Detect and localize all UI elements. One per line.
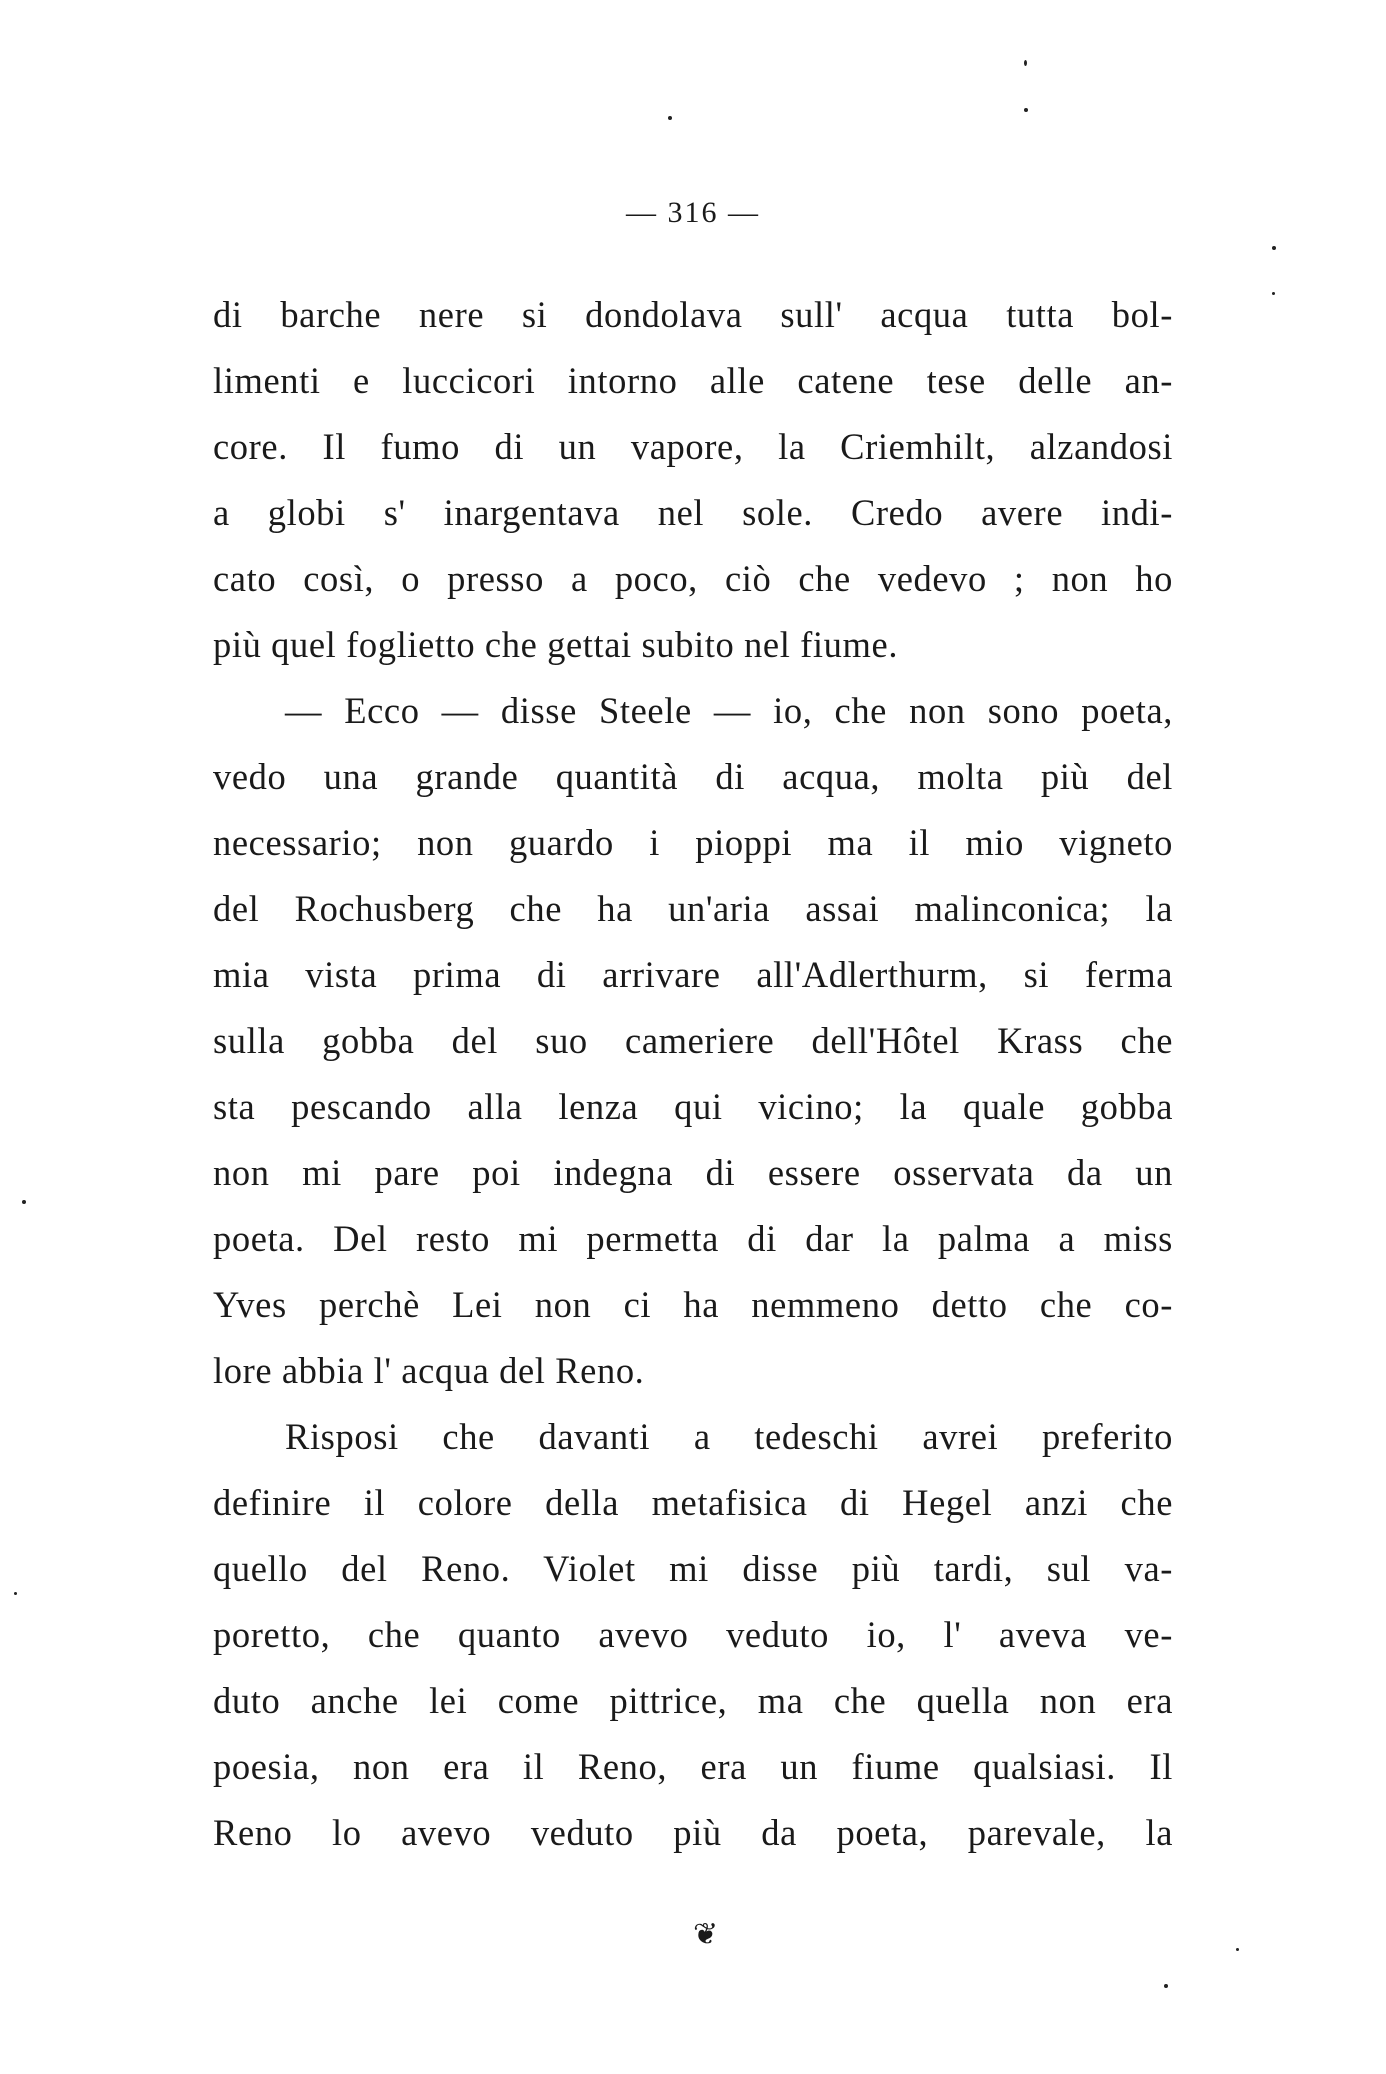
text-line: lore abbia l' acqua del Reno. — [213, 1350, 645, 1391]
scan-speck — [1164, 1984, 1168, 1988]
text-line: necessario; non guardo i pioppi ma il mio vigneto — [213, 822, 1173, 863]
scan-speck — [14, 1592, 17, 1595]
text-line: sta pescando alla lenza qui vicino; la quale gobba — [213, 1086, 1173, 1127]
text-line: mia vista prima di arrivare all'Adlerthurm, si ferma — [213, 954, 1173, 995]
text-line: definire il colore della metafisica di Hegel anzi che — [213, 1482, 1173, 1523]
text-line: poeta. Del resto mi permetta di dar la palma a miss — [213, 1218, 1173, 1259]
page-number: — 316 — — [626, 196, 760, 229]
scan-speck — [668, 116, 672, 120]
scan-speck — [1024, 108, 1028, 112]
text-line: di barche nere si dondolava sull' acqua tutta bol- — [213, 294, 1173, 335]
scan-speck — [1272, 292, 1275, 295]
text-line: duto anche lei come pittrice, ma che quella non era — [213, 1680, 1173, 1721]
text-line: quello del Reno. Violet mi disse più tardi, sul va- — [213, 1548, 1173, 1589]
text-line: poretto, che quanto avevo veduto io, l' aveva ve- — [213, 1614, 1173, 1655]
text-line: non mi pare poi indegna di essere osservata da un — [213, 1152, 1173, 1193]
text-line: vedo una grande quantità di acqua, molta più del — [213, 756, 1173, 797]
text-line: cato così, o presso a poco, ciò che vedevo ; non ho — [213, 558, 1173, 599]
text-line: sulla gobba del suo cameriere dell'Hôtel Krass che — [213, 1020, 1173, 1061]
text-line: Reno lo avevo veduto più da poeta, parevale, la — [213, 1812, 1173, 1853]
text-line: più quel foglietto che gettai subito nel fiume. — [213, 624, 899, 665]
printer-mark: ❦ — [693, 1918, 719, 1951]
body-text — [213, 282, 1173, 1866]
text-line: poesia, non era il Reno, era un fiume qualsiasi. Il — [213, 1746, 1173, 1787]
text-line: — Ecco — disse Steele — io, che non sono poeta, — [285, 690, 1173, 731]
text-line: Yves perchè Lei non ci ha nemmeno detto che co- — [213, 1284, 1173, 1325]
scan-speck — [1236, 1948, 1239, 1951]
scan-speck — [1272, 246, 1276, 250]
scan-speck — [22, 1200, 26, 1204]
text-line: a globi s' inargentava nel sole. Credo avere indi- — [213, 492, 1173, 533]
text-line: core. Il fumo di un vapore, la Criemhilt, alzandosi — [213, 426, 1173, 467]
scan-speck — [1024, 60, 1027, 66]
text-line: Risposi che davanti a tedeschi avrei preferito — [285, 1416, 1173, 1457]
text-line: limenti e luccicori intorno alle catene tese delle an- — [213, 360, 1173, 401]
text-line: del Rochusberg che ha un'aria assai malinconica; la — [213, 888, 1173, 929]
